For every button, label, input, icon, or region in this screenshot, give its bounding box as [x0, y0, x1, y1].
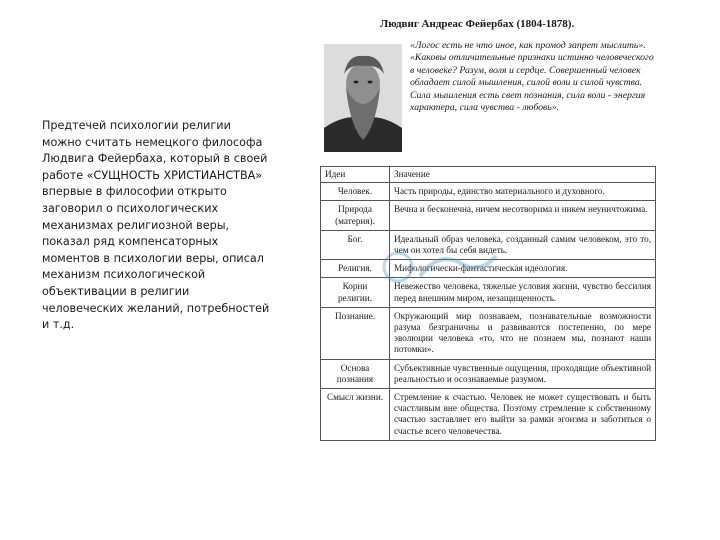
document-image — [318, 10, 658, 535]
header-meaning: Значение — [390, 167, 656, 183]
meaning-cell: Субъективные чувственные ощущения, проходящие объективной реальностью и осознаваемые разумом. — [390, 359, 656, 388]
quotes-block — [410, 40, 654, 114]
meaning-cell: Стремление к счастью. Человек не может существовать и быть счастливым вне общества. Поэтому стремление к собственному счастью заставляет его выйти за рамки эгоизма и заботиться о счастье всего человечества. — [390, 389, 656, 441]
term-cell: Познание. — [321, 307, 390, 359]
table-row — [321, 359, 656, 388]
meaning-cell: Мифологически-фантастическая идеология. — [390, 260, 656, 278]
table-row — [321, 183, 656, 201]
meaning-cell: Невежество человека, тяжелые условия жизни, чувство бессилия перед внешним миром, незащищенность. — [390, 278, 656, 307]
watermark-logo — [380, 242, 500, 292]
portrait-graphic — [324, 44, 402, 152]
header-ideas: Идеи — [321, 167, 390, 183]
meaning-cell: Окружающий мир познаваем, познавательные возможности разума безграничны и развиваются постепенно, по мере эволюции человека «то, что не познаем мы, познают наши потомки». — [390, 307, 656, 359]
meaning-cell: Часть природы, единство материального и духовного. — [390, 183, 656, 201]
meaning-cell: Вечна и бесконечна, ничем несотворима и никем неуничтожима. — [390, 201, 656, 230]
document-title: Людвиг Андреас Фейербах (1804-1878). — [380, 18, 575, 30]
term-cell: Человек. — [321, 183, 390, 201]
term-cell: Корни религии. — [321, 278, 390, 307]
term-cell: Смысл жизни. — [321, 389, 390, 441]
term-cell: Религия. — [321, 260, 390, 278]
table-header-row — [321, 167, 656, 183]
term-cell: Бог. — [321, 230, 390, 259]
term-cell: Природа (материя). — [321, 201, 390, 230]
table-row — [321, 389, 656, 441]
concepts-table — [320, 166, 656, 441]
quote-1: «Логос есть не что иное, как промод запрет мыслить». — [410, 40, 646, 51]
term-cell: Основа познания — [321, 359, 390, 388]
table-row — [321, 201, 656, 230]
quote-2: «Каковы отличительные признаки истинно человеческого в человеке? Разум, воля и сердце. Совершенный человек обладает силой мышления, силой воли и силой чувства. Сила мышления есть свет познания, сила воли - энергия характера, сила чувства - любовь». — [410, 52, 654, 114]
meaning-cell: Идеальный образ человека, созданный самим человеком, это то, чем он хотел бы себя видеть. — [390, 230, 656, 259]
table-row — [321, 307, 656, 359]
intro-paragraph: Предтечей психологии религии можно считать немецкого философа Людвига Фейербаха, который в своей работе «СУЩНОСТЬ ХРИСТИАНСТВА» впервые в философии открыто заговорил о психологических механизмах религиозной веры, показал ряд компенсаторных моментов в психологии веры, описал механизм психологической объективации в религии человеческих желаний, потребностей и т.д. — [42, 119, 270, 332]
feuerbach-portrait — [324, 44, 402, 152]
